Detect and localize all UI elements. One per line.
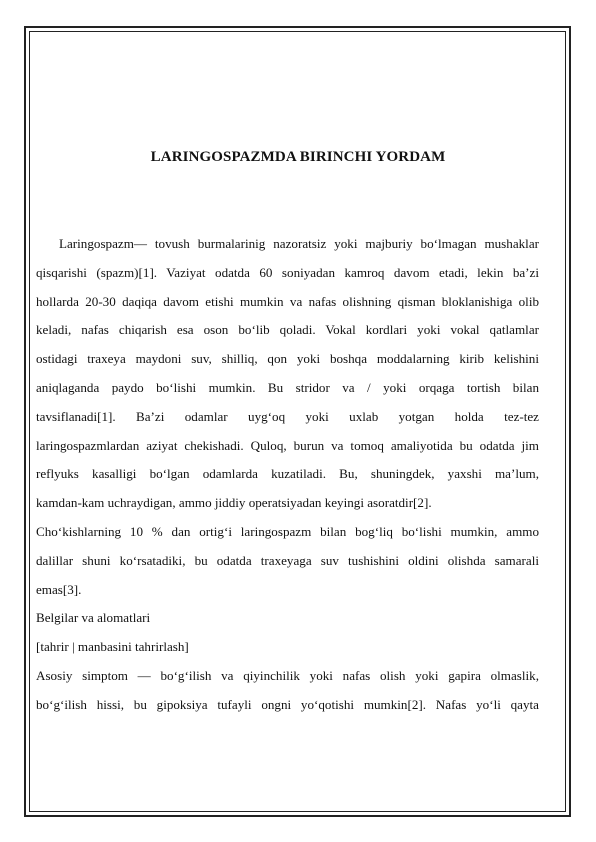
body-line: ostidagi traxeya maydoni suv, shilliq, qon yoki boshqa moddalarning kirib kelishini bbox=[36, 351, 539, 367]
body-line: emas[3]. bbox=[36, 581, 82, 597]
body-line: Laringospazm— tovush burmalarinig nazoratsiz yoki majburiy bo‘lmagan mushaklar bbox=[59, 236, 539, 251]
body-line: hollarda 20-30 daqiqa davom etishi mumkin va nafas olishning qisman bloklanishiga olib bbox=[36, 293, 539, 309]
body-line: qisqarishi (spazm)[1]. Vaziyat odatda 60 soniyadan kamroq davom etadi, lekin ba’zi bbox=[36, 264, 539, 280]
body-line: laringospazmlardan aziyat chekishadi. Quloq, burun va tomoq amaliyotida bu odatda jim bbox=[36, 437, 539, 453]
body-line: kamdan-kam uchraydigan, ammo jiddiy operatsiyadan keyingi asoratdir[2]. bbox=[36, 495, 432, 511]
edit-links: [tahrir | manbasini tahrirlash] bbox=[36, 639, 189, 655]
body-line: reflyuks kasalligi bo‘lgan odamlarda kuzatiladi. Bu, shuningdek, yaxshi ma’lum, bbox=[36, 466, 539, 482]
body-line: Cho‘kishlarning 10 % dan ortig‘i laringospazm bilan bog‘liq bo‘lishi mumkin, ammo bbox=[36, 523, 539, 539]
body-line: aniqlaganda paydo bo‘lishi mumkin. Bu stridor va / yoki orqaga tortish bilan bbox=[36, 379, 539, 395]
body-line: Asosiy simptom — bo‘g‘ilish va qiyinchilik yoki nafas olish yoki gapira olmaslik, bbox=[36, 667, 539, 683]
body-line: bo‘g‘ilish hissi, bu gipoksiya tufayli ongni yo‘qotishi mumkin[2]. Nafas yo‘li qayta bbox=[36, 696, 539, 712]
document-title: LARINGOSPAZMDA BIRINCHI YORDAM bbox=[150, 149, 446, 165]
section-heading: Belgilar va alomatlari bbox=[36, 610, 151, 626]
body-line: tavsiflanadi[1]. Ba’zi odamlar uyg‘oq yoki uxlab yotgan holda tez-tez bbox=[36, 408, 539, 424]
body-line: keladi, nafas chiqarish esa oson bo‘lib qoladi. Vokal kordlari yoki vokal qatlamlar bbox=[36, 322, 539, 338]
body-line: dalillar shuni ko‘rsatadiki, bu odatda traxeyaga suv tushishini oldini olishda samarali bbox=[36, 552, 539, 568]
document-body bbox=[36, 230, 539, 720]
